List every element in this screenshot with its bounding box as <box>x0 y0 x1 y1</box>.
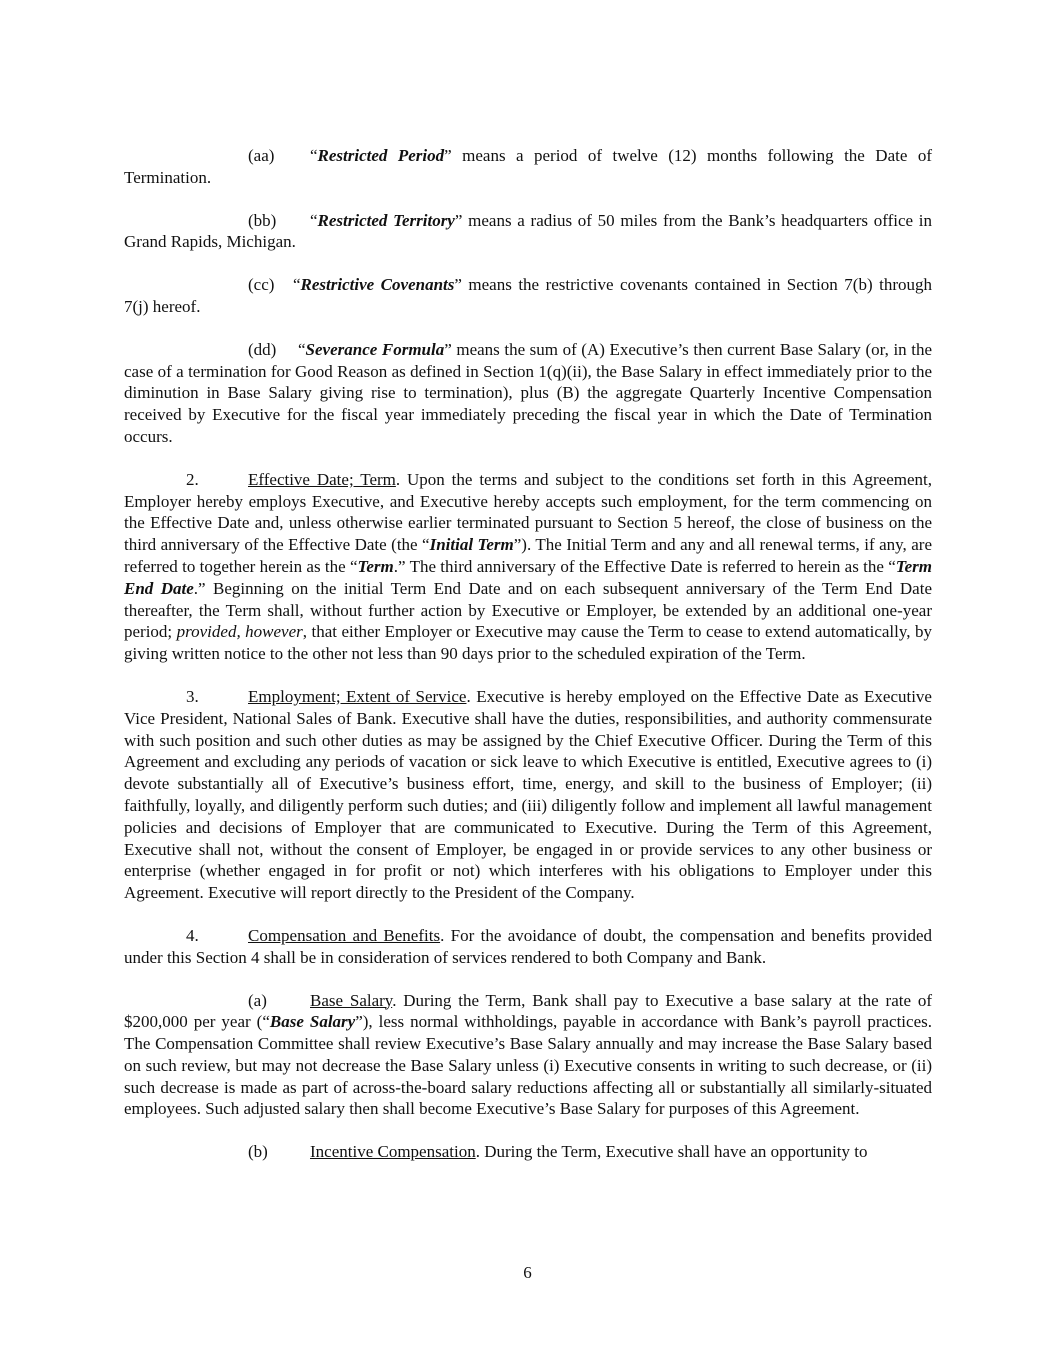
defined-term: Restricted Territory <box>317 210 455 230</box>
section-text: . During the Term, Executive shall have an opportunity to <box>475 1142 868 1162</box>
section-text: ”). The Initial Term and any and all renewal terms, if any, are referred to together herein as the “ <box>124 535 932 576</box>
section-4b <box>124 1141 932 1163</box>
clause-number: (bb) <box>248 210 277 230</box>
definition-cc: (cc) “Restrictive Covenants” means the restrictive covenants contained in Section 7(b) through 7(j) hereof. <box>124 275 932 316</box>
section-text: . During the Term, Bank shall pay to Executive a base salary at the rate of $200,000 per year (“ <box>124 990 933 1032</box>
section-heading: Employment; Extent of Service <box>248 686 467 706</box>
clause-number: (cc) <box>248 275 275 295</box>
section-text: . For the avoidance of doubt, the compensation and benefits provided under this Section 4 shall be in consideration of services rendered to both Company and Bank. <box>124 925 932 967</box>
section-heading: Compensation and Benefits <box>248 925 441 945</box>
section-3 <box>124 686 932 904</box>
document-body <box>124 145 932 1184</box>
definition-bb: (bb) “Restricted Territory” means a radius of 50 miles from the Bank’s headquarters office in Grand Rapids, Michigan. <box>124 210 932 252</box>
section-heading: Effective Date; Term <box>248 469 396 489</box>
clause-number: (a) <box>248 990 267 1010</box>
section-text: . Upon the terms and subject to the conditions set forth in this Agreement, Employer hereby employs Executive, and Executive hereby accepts such employment, for the term commencing on the Effective Date and, unless otherwise earlier terminated pursuant to Section 5 hereof, the close of business on the third anniversary of the Effective Date (the “ <box>124 469 932 555</box>
section-number: 3. <box>186 686 199 706</box>
section-number: 2. <box>186 469 199 489</box>
section-2 <box>124 469 932 665</box>
defined-term: Term End Date <box>124 556 932 598</box>
section-4 <box>124 925 932 969</box>
defined-term: Term <box>357 556 394 576</box>
definition-text: ” means a period of twelve (12) months following the Date of Termination. <box>124 146 932 187</box>
defined-term: Base Salary <box>269 1012 356 1032</box>
section-text: .” The third anniversary of the Effective Date is referred to herein as the “ <box>393 556 896 576</box>
section-text: . Executive is hereby employed on the Effective Date as Executive Vice President, National Sales of Bank. Executive shall have the duties, responsibilities, and authority commensurate with such position and such other duties as may be assigned by the Chief Executive Officer. During the Term of this Agreement and excluding any periods of vacation or sick leave to which Executive is entitled, Executive agrees to (i) devote substantially all of Executive’s business effort, time, energy, and skill to the business of Employer; (ii) faithfully, loyally, and diligently perform such duties; and (iii) diligently follow and implement all lawful management policies and decisions of Employer that are communicated to Executive. During the Term of this Agreement, Executive shall not, without the consent of Employer, be engaged in or provide services to any other business or enterprise (whether engaged in for profit or not) which interferes with his obligations to Employer under this Agreement. Executive will report directly to the President of the Company. <box>124 686 932 903</box>
defined-term: Restricted Period <box>317 146 445 165</box>
definition-text: ” means the restrictive covenants contained in Section 7(b) through 7(j) hereof. <box>124 275 932 316</box>
defined-term: Initial Term <box>429 535 514 555</box>
definition-dd: (dd) “Severance Formula” means the sum of (A) Executive’s then current Base Salary (or, in the case of a termination for Good Reason as defined in Section 1(q)(ii), the Base Salary in effect immediately prior to the diminution in Base Salary giving rise to termination), plus (B) the aggregate Quarterly Incentive Compensation received by Executive for the fiscal year immediately preceding the fiscal year in which the Date of Termination occurs. <box>124 339 933 446</box>
definition-text: ” means the sum of (A) Executive’s then current Base Salary (or, in the case of a termination for Good Reason as defined in Section 1(q)(ii), the Base Salary in effect immediately prior to the diminution in Base Salary giving rise to termination), plus (B) the aggregate Quarterly Incentive Compensation received by Executive for the fiscal year immediately preceding the fiscal year in which the Date of Termination occurs. <box>124 339 933 446</box>
section-number: 4. <box>186 925 199 945</box>
clause-number: (dd) <box>248 339 277 359</box>
clause-number: (b) <box>248 1142 268 1162</box>
defined-term: Severance Formula <box>305 339 445 359</box>
proviso: provided, however <box>176 622 303 642</box>
clause-heading: Base Salary <box>310 990 393 1010</box>
definition-aa: (aa) “Restricted Period” means a period of twelve (12) months following the Date of Termination. <box>124 146 932 187</box>
section-text: .” Beginning on the initial Term End Date and on each subsequent anniversary of the Term End Date thereafter, the Term shall, without further action by Executive or Employer, be extended by an additional one-year period; <box>124 578 932 642</box>
clause-heading: Incentive Compensation <box>310 1142 476 1162</box>
defined-term: Restrictive Covenants <box>300 275 455 295</box>
clause-number: (aa) <box>248 146 275 165</box>
section-text: , that either Employer or Executive may cause the Term to cease to extend automatically, by giving written notice to the other not less than 90 days prior to the scheduled expiration of the Term. <box>124 622 932 664</box>
page-number: 6 <box>523 1263 532 1282</box>
section-4a <box>124 990 932 1121</box>
definition-text: ” means a radius of 50 miles from the Bank’s headquarters office in Grand Rapids, Michigan. <box>124 210 932 252</box>
section-text: ”), less normal withholdings, payable in accordance with Bank’s payroll practices. The Compensation Committee shall review Executive’s Base Salary annually and may increase the Base Salary based on such review, but may not decrease the Base Salary unless (i) Executive consents in writing to such decrease, or (ii) such decrease is made as part of across-the-board salary reductions affecting all or substantially all similarly-situated employees. Such adjusted salary then shall become Executive’s Base Salary for purposes of this Agreement. <box>124 1012 932 1119</box>
